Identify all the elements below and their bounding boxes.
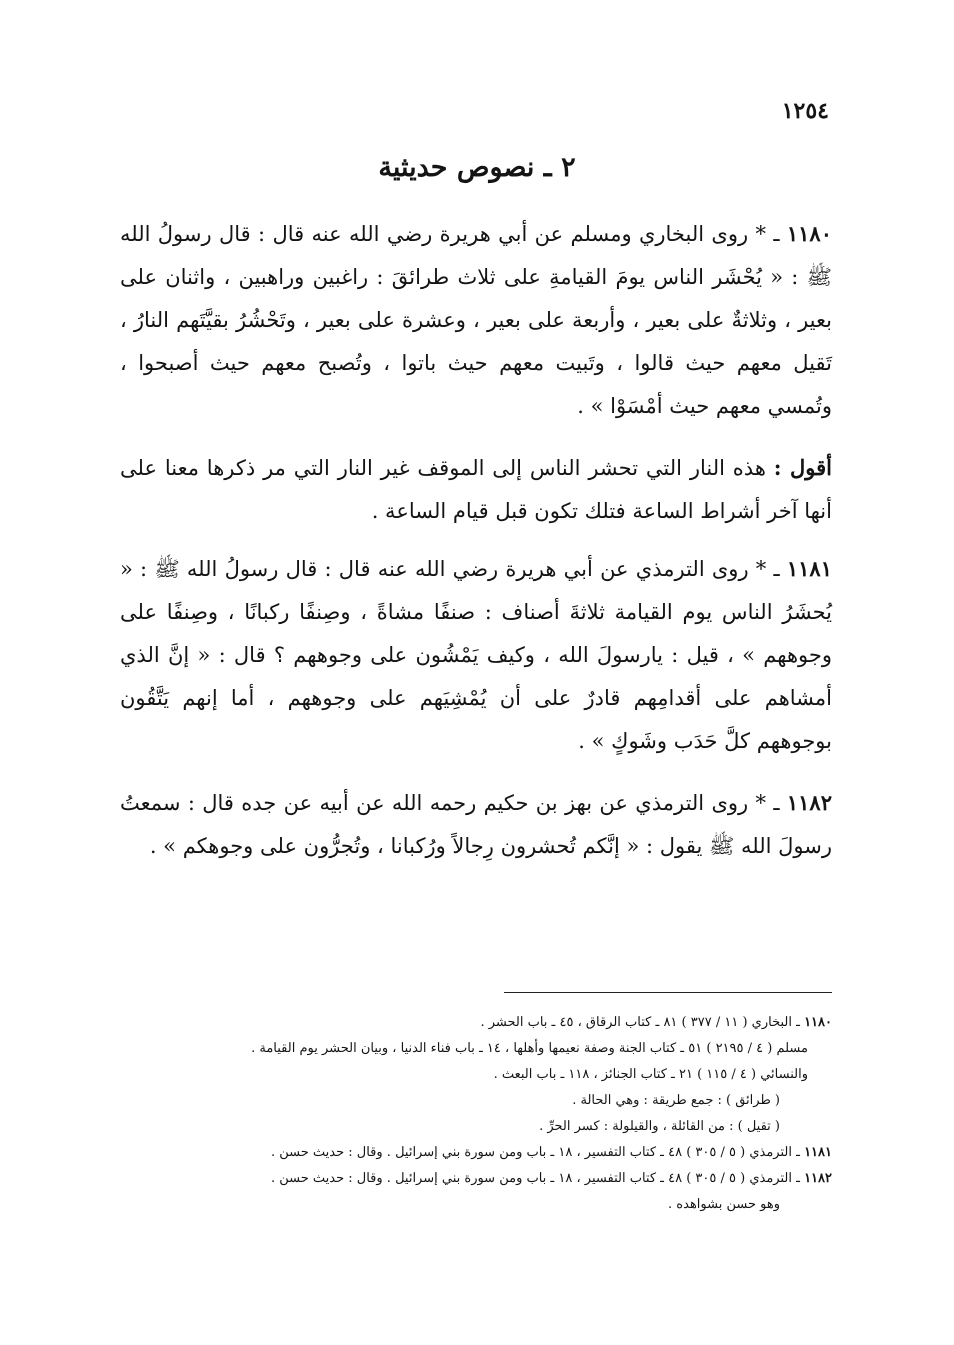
hadith-paragraph bbox=[120, 212, 832, 428]
footnote-text: وهو حسن بشواهده . bbox=[668, 1197, 780, 1212]
footnote-number: ١١٨٠ bbox=[804, 1015, 832, 1030]
footnote-line bbox=[120, 1036, 832, 1062]
footnote-text: والنسائي ( ٤ / ١١٥ ) ٢١ ـ كتاب الجنائز ، ١١٨ ـ باب البعث . bbox=[493, 1067, 808, 1082]
footnote-number: ١١٨١ bbox=[804, 1145, 832, 1160]
footnote-line bbox=[120, 1114, 832, 1140]
footnote-line bbox=[120, 1088, 832, 1114]
footnote-text: ـ الترمذي ( ٥ / ٣٠٥ ) ٤٨ ـ كتاب التفسير ، ١٨ ـ باب ومن سورة بني إسرائيل . وقال : حديث حسن . bbox=[270, 1171, 800, 1186]
footnote-line bbox=[120, 1010, 832, 1036]
footnote-text: ـ الترمذي ( ٥ / ٣٠٥ ) ٤٨ ـ كتاب التفسير ، ١٨ ـ باب ومن سورة بني إسرائيل . وقال : حديث حسن . bbox=[270, 1145, 800, 1160]
hadith-paragraph bbox=[120, 781, 832, 868]
footnotes bbox=[120, 1010, 832, 1218]
footnote-line bbox=[120, 1192, 832, 1218]
main-text bbox=[120, 212, 832, 886]
hadith-text: ـ * روى البخاري ومسلم عن أبي هريرة رضي الله عنه قال : قال رسولُ الله ﷺ : « يُحْشَر الناس يومَ القيامةِ على ثلاث طرائقَ : راغبين وراهبين ، واثنان على بعير ، وثلاثةٌ على بعير ، وأربعة على بعير ، وعشرة على بعير ، وتَحْشُرُ بقيَّتَهم النارُ ، تَقيل معهم حيث قالوا ، وتَبيت معهم حيث باتوا ، وتُصبح معهم حيث أصبحوا ، وتُمسي معهم حيث أمْسَوْا » . bbox=[120, 222, 832, 418]
footnote-text: ( تقيل ) : من القائلة ، والقيلولة : كسر الحرِّ . bbox=[539, 1119, 780, 1134]
footnote-number: ١١٨٢ bbox=[804, 1171, 832, 1186]
commentary-text: هذه النار التي تحشر الناس إلى الموقف غير النار التي مر ذكرها معنا على أنها آخر أشراط الساعة فتلك تكون قبل قيام الساعة . bbox=[120, 456, 832, 523]
footnote-line bbox=[120, 1140, 832, 1166]
hadith-text: ـ * روى الترمذي عن أبي هريرة رضي الله عنه قال : قال رسولُ الله ﷺ : « يُحشَرُ الناس يوم القيامة ثلاثةَ أصناف : صنفًا مشاةً ، وصِنفًا ركبانًا ، وصِنفًا على وجوههم » ، قيل : يارسولَ الله ، وكيف يَمْشُون على وجوههم ؟ قال : « إنَّ الذي أمشاهم على أقدامِهم قادرٌ على أن يُمْشِيَهم على وجوههم ، أما إنهم يَتَّقُون بوجوههم كلَّ حَدَب وشَوكٍ » . bbox=[120, 557, 832, 753]
page-number: ١٢٥٤ bbox=[781, 98, 829, 124]
hadith-number: ١١٨١ bbox=[786, 556, 832, 581]
hadith-paragraph bbox=[120, 547, 832, 763]
commentary-lead: أقول : bbox=[773, 455, 832, 480]
footnote-text: ( طرائق ) : جمع طريقة : وهي الحالة . bbox=[572, 1093, 780, 1108]
hadith-text: ـ * روى الترمذي عن بهز بن حكيم رحمه الله عن أبيه عن جده قال : سمعتُ رسولَ الله ﷺ يقول : « إنَّكم تُحشرون رِجالاً ورُكبانا ، وتُجرُّون على وجوهكم » . bbox=[120, 791, 832, 858]
footnote-line bbox=[120, 1062, 832, 1088]
footnote-text: مسلم ( ٤ / ٢١٩٥ ) ٥١ ـ كتاب الجنة وصفة نعيمها وأهلها ، ١٤ ـ باب فناء الدنيا ، وبيان الحشر يوم القيامة . bbox=[251, 1041, 808, 1056]
footnote-divider bbox=[504, 992, 832, 993]
footnote-line bbox=[120, 1166, 832, 1192]
section-title: ٢ ـ نصوص حديثية bbox=[378, 152, 576, 183]
hadith-number: ١١٨٢ bbox=[786, 790, 832, 815]
footnote-text: ـ البخاري ( ١١ / ٣٧٧ ) ٨١ ـ كتاب الرقاق ، ٤٥ ـ باب الحشر . bbox=[480, 1015, 800, 1030]
commentary-paragraph bbox=[120, 446, 832, 533]
hadith-number: ١١٨٠ bbox=[786, 221, 832, 246]
